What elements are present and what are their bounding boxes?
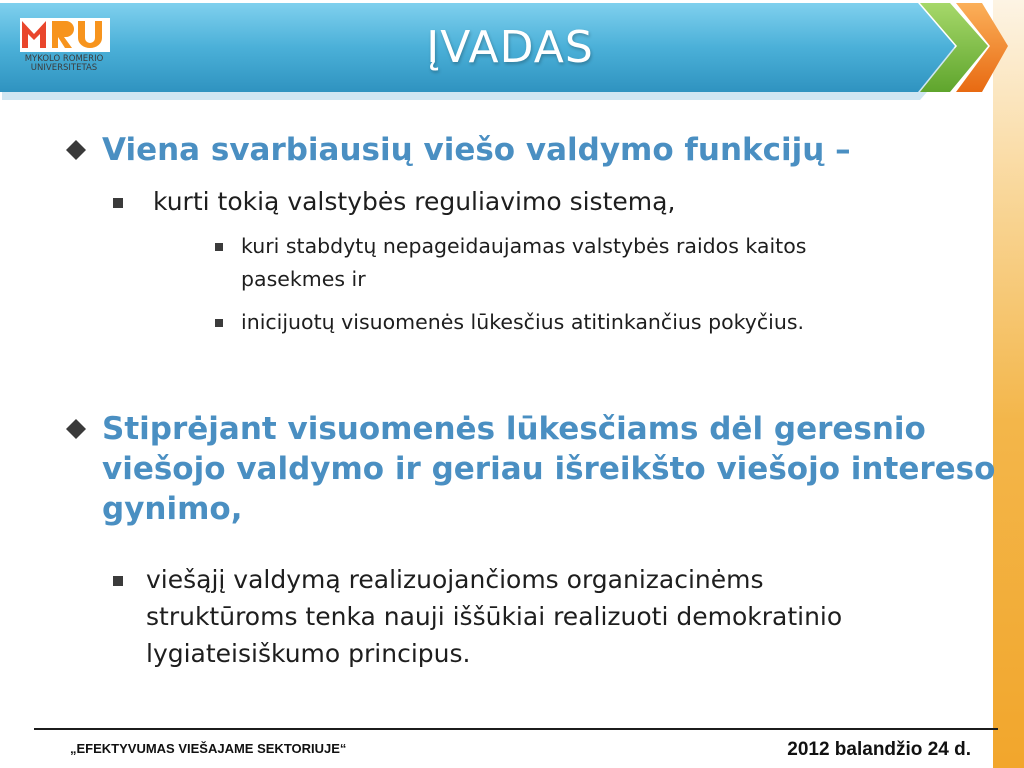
bullet-point-2 (62, 409, 995, 529)
sub-bullet-2-line-3: lygiateisiškumo principus. (146, 639, 471, 668)
sub-bullet-2-line-2: struktūroms tenka nauji iššūkiai realizuoti demokratinio (146, 602, 843, 631)
page-title: ĮVADAS (426, 22, 594, 73)
logo (18, 18, 110, 74)
side-stripe (993, 0, 1024, 768)
bullet-point-2-line-3: gynimo, (102, 491, 243, 527)
diamond-bullet-icon (66, 419, 86, 439)
sub-sub-bullet-2-text: inicijuotų visuomenės lūkesčius atitinkančius pokyčius. (241, 310, 805, 334)
sub-sub-bullet-1-line-2: pasekmes ir (241, 267, 366, 291)
bullet-point-2-line-1: Stiprėjant visuomenės lūkesčiams dėl geresnio (102, 411, 926, 447)
sub-sub-bullet-1-line-1: kuri stabdytų nepageidaujamas valstybės raidos kaitos (241, 234, 807, 258)
sub-bullet-1-text: kurti tokią valstybės reguliavimo sistemą, (153, 187, 676, 216)
footer-divider (34, 728, 998, 730)
square-bullet-icon (215, 243, 223, 251)
mru-logo-icon (20, 18, 110, 52)
sub-bullet-2-line-1: viešąjį valdymą realizuojančioms organizacinėms (146, 565, 764, 594)
bullet-point-1 (62, 130, 851, 170)
footer-date: 2012 balandžio 24 d. (787, 739, 971, 760)
logo-line-2: UNIVERSITETAS (30, 63, 98, 73)
square-bullet-icon (215, 319, 223, 327)
logo-line-1: MYKOLO ROMERIO (24, 54, 104, 64)
header-banner (0, 0, 1024, 100)
sub-sub-bullet-2 (215, 306, 804, 339)
bullet-point-2-line-2: viešojo valdymo ir geriau išreikšto viešojo intereso (102, 451, 996, 487)
sub-bullet-1 (113, 183, 675, 220)
sub-bullet-2 (113, 561, 842, 672)
square-bullet-icon (113, 198, 123, 208)
sub-sub-bullet-1 (215, 230, 806, 296)
bullet-point-1-text: Viena svarbiausių viešo valdymo funkcijų – (102, 132, 851, 168)
diamond-bullet-icon (66, 140, 86, 160)
footer-conference-title: „EFEKTYVUMAS VIEŠAJAME SEKTORIUJE“ (70, 741, 347, 756)
square-bullet-icon (113, 576, 123, 586)
